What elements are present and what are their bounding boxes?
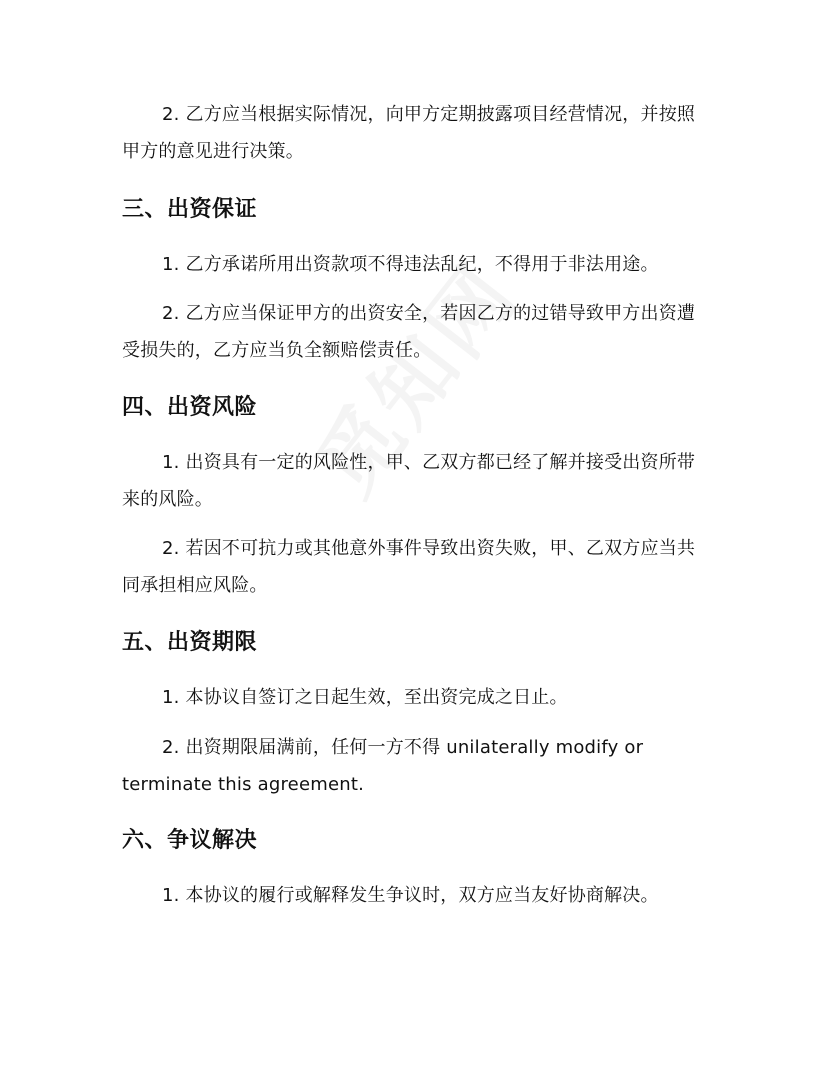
paragraph: 1. 出资具有一定的风险性，甲、乙双方都已经了解并接受出资所带来的风险。	[122, 452, 696, 510]
section-4-body	[122, 444, 712, 518]
paragraph: 2. 出资期限届满前，任何一方不得 unilaterally modify or terminate this agreement.	[122, 737, 644, 795]
section-6-body	[122, 877, 712, 914]
paragraph: 2. 乙方应当根据实际情况，向甲方定期披露项目经营情况，并按照甲方的意见进行决策。	[122, 104, 696, 162]
paragraph: 1. 乙方承诺所用出资款项不得违法乱纪，不得用于非法用途。	[162, 254, 659, 275]
paragraph: 1. 本协议的履行或解释发生争议时，双方应当友好协商解决。	[162, 885, 659, 906]
section-heading: 六、争议解决	[122, 828, 258, 853]
section-5-body	[122, 679, 712, 716]
paragraph: 2. 乙方应当保证甲方的出资安全，若因乙方的过错导致甲方出资遭受损失的，乙方应当负全额赔偿责任。	[122, 303, 696, 361]
section-3-body-2	[122, 295, 712, 369]
paragraph: 1. 本协议自签订之日起生效，至出资完成之日止。	[162, 687, 568, 708]
section-heading: 三、出资保证	[122, 197, 258, 222]
section-heading: 四、出资风险	[122, 395, 258, 420]
section-continuation	[122, 96, 712, 170]
section-heading: 五、出资期限	[122, 630, 258, 655]
section-5-body-2	[122, 729, 712, 803]
section-6	[122, 826, 712, 856]
paragraph: 2. 若因不可抗力或其他意外事件导致出资失败，甲、乙双方应当共同承担相应风险。	[122, 538, 696, 596]
section-4-body-2	[122, 530, 712, 604]
section-5	[122, 628, 712, 658]
section-4	[122, 393, 712, 423]
section-3	[122, 195, 712, 225]
section-3-body	[122, 246, 712, 283]
